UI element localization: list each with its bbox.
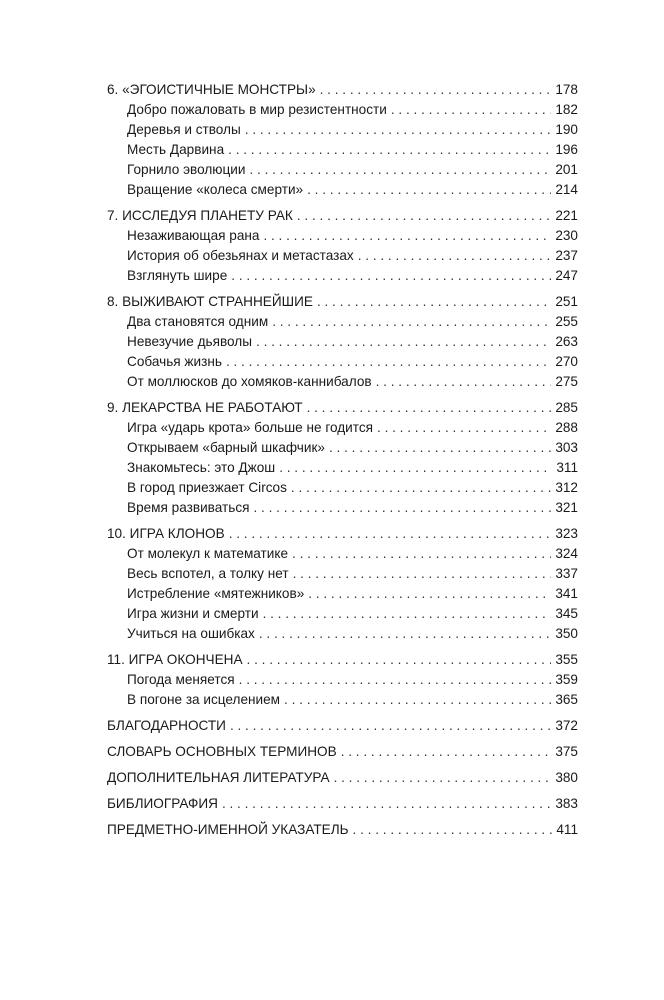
dot-leader bbox=[377, 418, 551, 438]
toc-section-entry[interactable] bbox=[107, 624, 578, 644]
dot-leader bbox=[231, 266, 551, 286]
toc-section-entry[interactable] bbox=[107, 544, 578, 564]
toc-entry-page-number: 345 bbox=[555, 606, 578, 621]
toc-entry-title: В город приезжает Circos bbox=[127, 480, 287, 495]
toc-chapter-entry[interactable] bbox=[107, 292, 578, 312]
dot-leader bbox=[320, 80, 552, 100]
toc-entry-title: ПРЕДМЕТНО-ИМЕННОЙ УКАЗАТЕЛЬ bbox=[107, 822, 349, 837]
toc-entry-title: Время развиваться bbox=[127, 500, 250, 515]
toc-entry-page-number: 182 bbox=[555, 102, 578, 117]
toc-entry-title: 7. ИССЛЕДУЯ ПЛАНЕТУ РАК bbox=[107, 208, 293, 223]
toc-entry-page-number: 221 bbox=[555, 208, 578, 223]
toc-entry-page-number: 341 bbox=[555, 586, 578, 601]
toc-section-entry[interactable] bbox=[107, 100, 578, 120]
toc-entry-page-number: 190 bbox=[555, 122, 578, 137]
toc-section-entry[interactable] bbox=[107, 266, 578, 286]
toc-entry-title: 9. ЛЕКАРСТВА НЕ РАБОТАЮТ bbox=[107, 400, 303, 415]
toc-section-entry[interactable] bbox=[107, 478, 578, 498]
dot-leader bbox=[239, 670, 552, 690]
toc-section-entry[interactable] bbox=[107, 226, 578, 246]
toc-entry-page-number: 321 bbox=[555, 500, 578, 515]
dot-leader bbox=[391, 100, 551, 120]
dot-leader bbox=[245, 120, 552, 140]
toc-entry-page-number: 355 bbox=[555, 652, 578, 667]
dot-leader bbox=[293, 564, 552, 584]
dot-leader bbox=[292, 544, 551, 564]
toc-section-entry[interactable] bbox=[107, 438, 578, 458]
toc-entry-title: Месть Дарвина bbox=[127, 142, 225, 157]
dot-leader bbox=[307, 180, 551, 200]
toc-section-entry[interactable] bbox=[107, 312, 578, 332]
toc-entry-title: Собачья жизнь bbox=[127, 354, 222, 369]
toc-entry-page-number: 359 bbox=[555, 672, 578, 687]
toc-entry-title: 6. «ЭГОИСТИЧНЫЕ МОНСТРЫ» bbox=[107, 82, 316, 97]
toc-entry-title: Истребление «мятежников» bbox=[127, 586, 305, 601]
toc-entry-title: 8. ВЫЖИВАЮТ СТРАННЕЙШИЕ bbox=[107, 294, 313, 309]
dot-leader bbox=[358, 246, 552, 266]
toc-entry-title: От молекул к математике bbox=[127, 546, 289, 561]
toc-entry-page-number: 372 bbox=[555, 718, 578, 733]
toc-entry-page-number: 178 bbox=[555, 82, 578, 97]
toc-entry-page-number: 196 bbox=[555, 142, 578, 157]
dot-leader bbox=[353, 820, 553, 840]
dot-leader bbox=[229, 524, 552, 544]
toc-entry-page-number: 323 bbox=[555, 526, 578, 541]
toc-chapter-entry[interactable] bbox=[107, 398, 578, 418]
toc-section-entry[interactable] bbox=[107, 564, 578, 584]
toc-entry-title: Два становятся одним bbox=[127, 314, 269, 329]
dot-leader bbox=[263, 226, 551, 246]
toc-entry-title: Деревья и стволы bbox=[127, 122, 241, 137]
dot-leader bbox=[230, 716, 551, 736]
toc-entry-page-number: 214 bbox=[555, 182, 578, 197]
toc-section-entry[interactable] bbox=[107, 332, 578, 352]
toc-entry-page-number: 337 bbox=[555, 566, 578, 581]
dot-leader bbox=[272, 312, 551, 332]
toc-chapter-entry[interactable] bbox=[107, 206, 578, 226]
toc-entry-title: Знакомьтесь: это Джош bbox=[127, 460, 276, 475]
dot-leader bbox=[279, 458, 552, 478]
toc-entry-title: Незаживающая рана bbox=[127, 228, 260, 243]
toc-section-entry[interactable] bbox=[107, 584, 578, 604]
dot-leader bbox=[284, 690, 551, 710]
toc-section-entry[interactable] bbox=[107, 246, 578, 266]
dot-leader bbox=[249, 160, 551, 180]
dot-leader bbox=[317, 292, 551, 312]
toc-section-entry[interactable] bbox=[107, 604, 578, 624]
dot-leader bbox=[253, 498, 551, 518]
toc-entry-title: Погода меняется bbox=[127, 672, 235, 687]
toc-entry-title: БЛАГОДАРНОСТИ bbox=[107, 718, 226, 733]
dot-leader bbox=[329, 438, 551, 458]
toc-entry-page-number: 285 bbox=[555, 400, 578, 415]
dot-leader bbox=[247, 650, 552, 670]
toc-entry-page-number: 288 bbox=[555, 420, 578, 435]
toc-entry-title: Игра жизни и смерти bbox=[127, 606, 259, 621]
toc-entry-page-number: 375 bbox=[555, 744, 578, 759]
toc-section-entry[interactable] bbox=[107, 120, 578, 140]
toc-entry-page-number: 383 bbox=[555, 796, 578, 811]
toc-entry-page-number: 263 bbox=[555, 334, 578, 349]
toc-section-entry[interactable] bbox=[107, 160, 578, 180]
toc-chapter-entry[interactable] bbox=[107, 768, 578, 788]
toc-section-entry[interactable] bbox=[107, 458, 578, 478]
toc-entry-page-number: 270 bbox=[555, 354, 578, 369]
toc-chapter-entry[interactable] bbox=[107, 80, 578, 100]
toc-entry-title: БИБЛИОГРАФИЯ bbox=[107, 796, 218, 811]
toc-section-entry[interactable] bbox=[107, 498, 578, 518]
dot-leader bbox=[307, 398, 552, 418]
toc-section-entry[interactable] bbox=[107, 352, 578, 372]
toc-entry-page-number: 255 bbox=[555, 314, 578, 329]
dot-leader bbox=[341, 742, 552, 762]
toc-entry-page-number: 303 bbox=[555, 440, 578, 455]
toc-entry-title: Весь вспотел, а толку нет bbox=[127, 566, 289, 581]
toc-section-entry[interactable] bbox=[107, 140, 578, 160]
toc-entry-title: Взглянуть шире bbox=[127, 268, 228, 283]
toc-entry-page-number: 230 bbox=[555, 228, 578, 243]
toc-section-entry[interactable] bbox=[107, 690, 578, 710]
toc-chapter-entry[interactable] bbox=[107, 524, 578, 544]
dot-leader bbox=[376, 372, 552, 392]
dot-leader bbox=[222, 794, 551, 814]
dot-leader bbox=[308, 584, 551, 604]
toc-entry-page-number: 312 bbox=[555, 480, 578, 495]
toc-entry-page-number: 411 bbox=[556, 822, 578, 837]
dot-leader bbox=[228, 140, 551, 160]
toc-entry-title: 11. ИГРА ОКОНЧЕНА bbox=[107, 652, 243, 667]
toc-entry-page-number: 380 bbox=[555, 770, 578, 785]
toc-section-entry[interactable] bbox=[107, 180, 578, 200]
dot-leader bbox=[297, 206, 551, 226]
toc-entry-title: Открываем «барный шкафчик» bbox=[127, 440, 325, 455]
dot-leader bbox=[291, 478, 551, 498]
toc-entry-title: Вращение «колеса смерти» bbox=[127, 182, 304, 197]
toc-entry-title: От моллюсков до хомяков-каннибалов bbox=[127, 374, 372, 389]
toc-entry-page-number: 237 bbox=[555, 248, 578, 263]
toc-chapter-entry[interactable] bbox=[107, 794, 578, 814]
toc-entry-page-number: 247 bbox=[555, 268, 578, 283]
table-of-contents bbox=[107, 80, 578, 840]
toc-entry-page-number: 324 bbox=[555, 546, 578, 561]
toc-section-entry[interactable] bbox=[107, 372, 578, 392]
toc-entry-page-number: 365 bbox=[555, 692, 578, 707]
toc-entry-title: История об обезьянах и метастазах bbox=[127, 248, 354, 263]
toc-chapter-entry[interactable] bbox=[107, 820, 578, 840]
dot-leader bbox=[263, 604, 552, 624]
toc-entry-title: Невезучие дьяволы bbox=[127, 334, 253, 349]
toc-entry-title: Добро пожаловать в мир резистентности bbox=[127, 102, 387, 117]
toc-entry-title: 10. ИГРА КЛОНОВ bbox=[107, 526, 225, 541]
toc-section-entry[interactable] bbox=[107, 670, 578, 690]
toc-entry-page-number: 201 bbox=[555, 162, 578, 177]
toc-chapter-entry[interactable] bbox=[107, 742, 578, 762]
toc-entry-page-number: 275 bbox=[555, 374, 578, 389]
toc-entry-page-number: 350 bbox=[555, 626, 578, 641]
dot-leader bbox=[334, 768, 552, 788]
toc-entry-title: Горнило эволюции bbox=[127, 162, 246, 177]
toc-chapter-entry[interactable] bbox=[107, 650, 578, 670]
toc-entry-page-number: 311 bbox=[556, 460, 578, 475]
dot-leader bbox=[259, 624, 551, 644]
dot-leader bbox=[226, 352, 551, 372]
dot-leader bbox=[256, 332, 551, 352]
toc-entry-title: ДОПОЛНИТЕЛЬНАЯ ЛИТЕРАТУРА bbox=[107, 770, 330, 785]
toc-entry-title: Игра «ударь крота» больше не годится bbox=[127, 420, 374, 435]
toc-entry-page-number: 251 bbox=[555, 294, 578, 309]
toc-entry-title: В погоне за исцелением bbox=[127, 692, 281, 707]
toc-chapter-entry[interactable] bbox=[107, 716, 578, 736]
toc-entry-title: Учиться на ошибках bbox=[127, 626, 255, 641]
toc-section-entry[interactable] bbox=[107, 418, 578, 438]
toc-entry-title: СЛОВАРЬ ОСНОВНЫХ ТЕРМИНОВ bbox=[107, 744, 337, 759]
